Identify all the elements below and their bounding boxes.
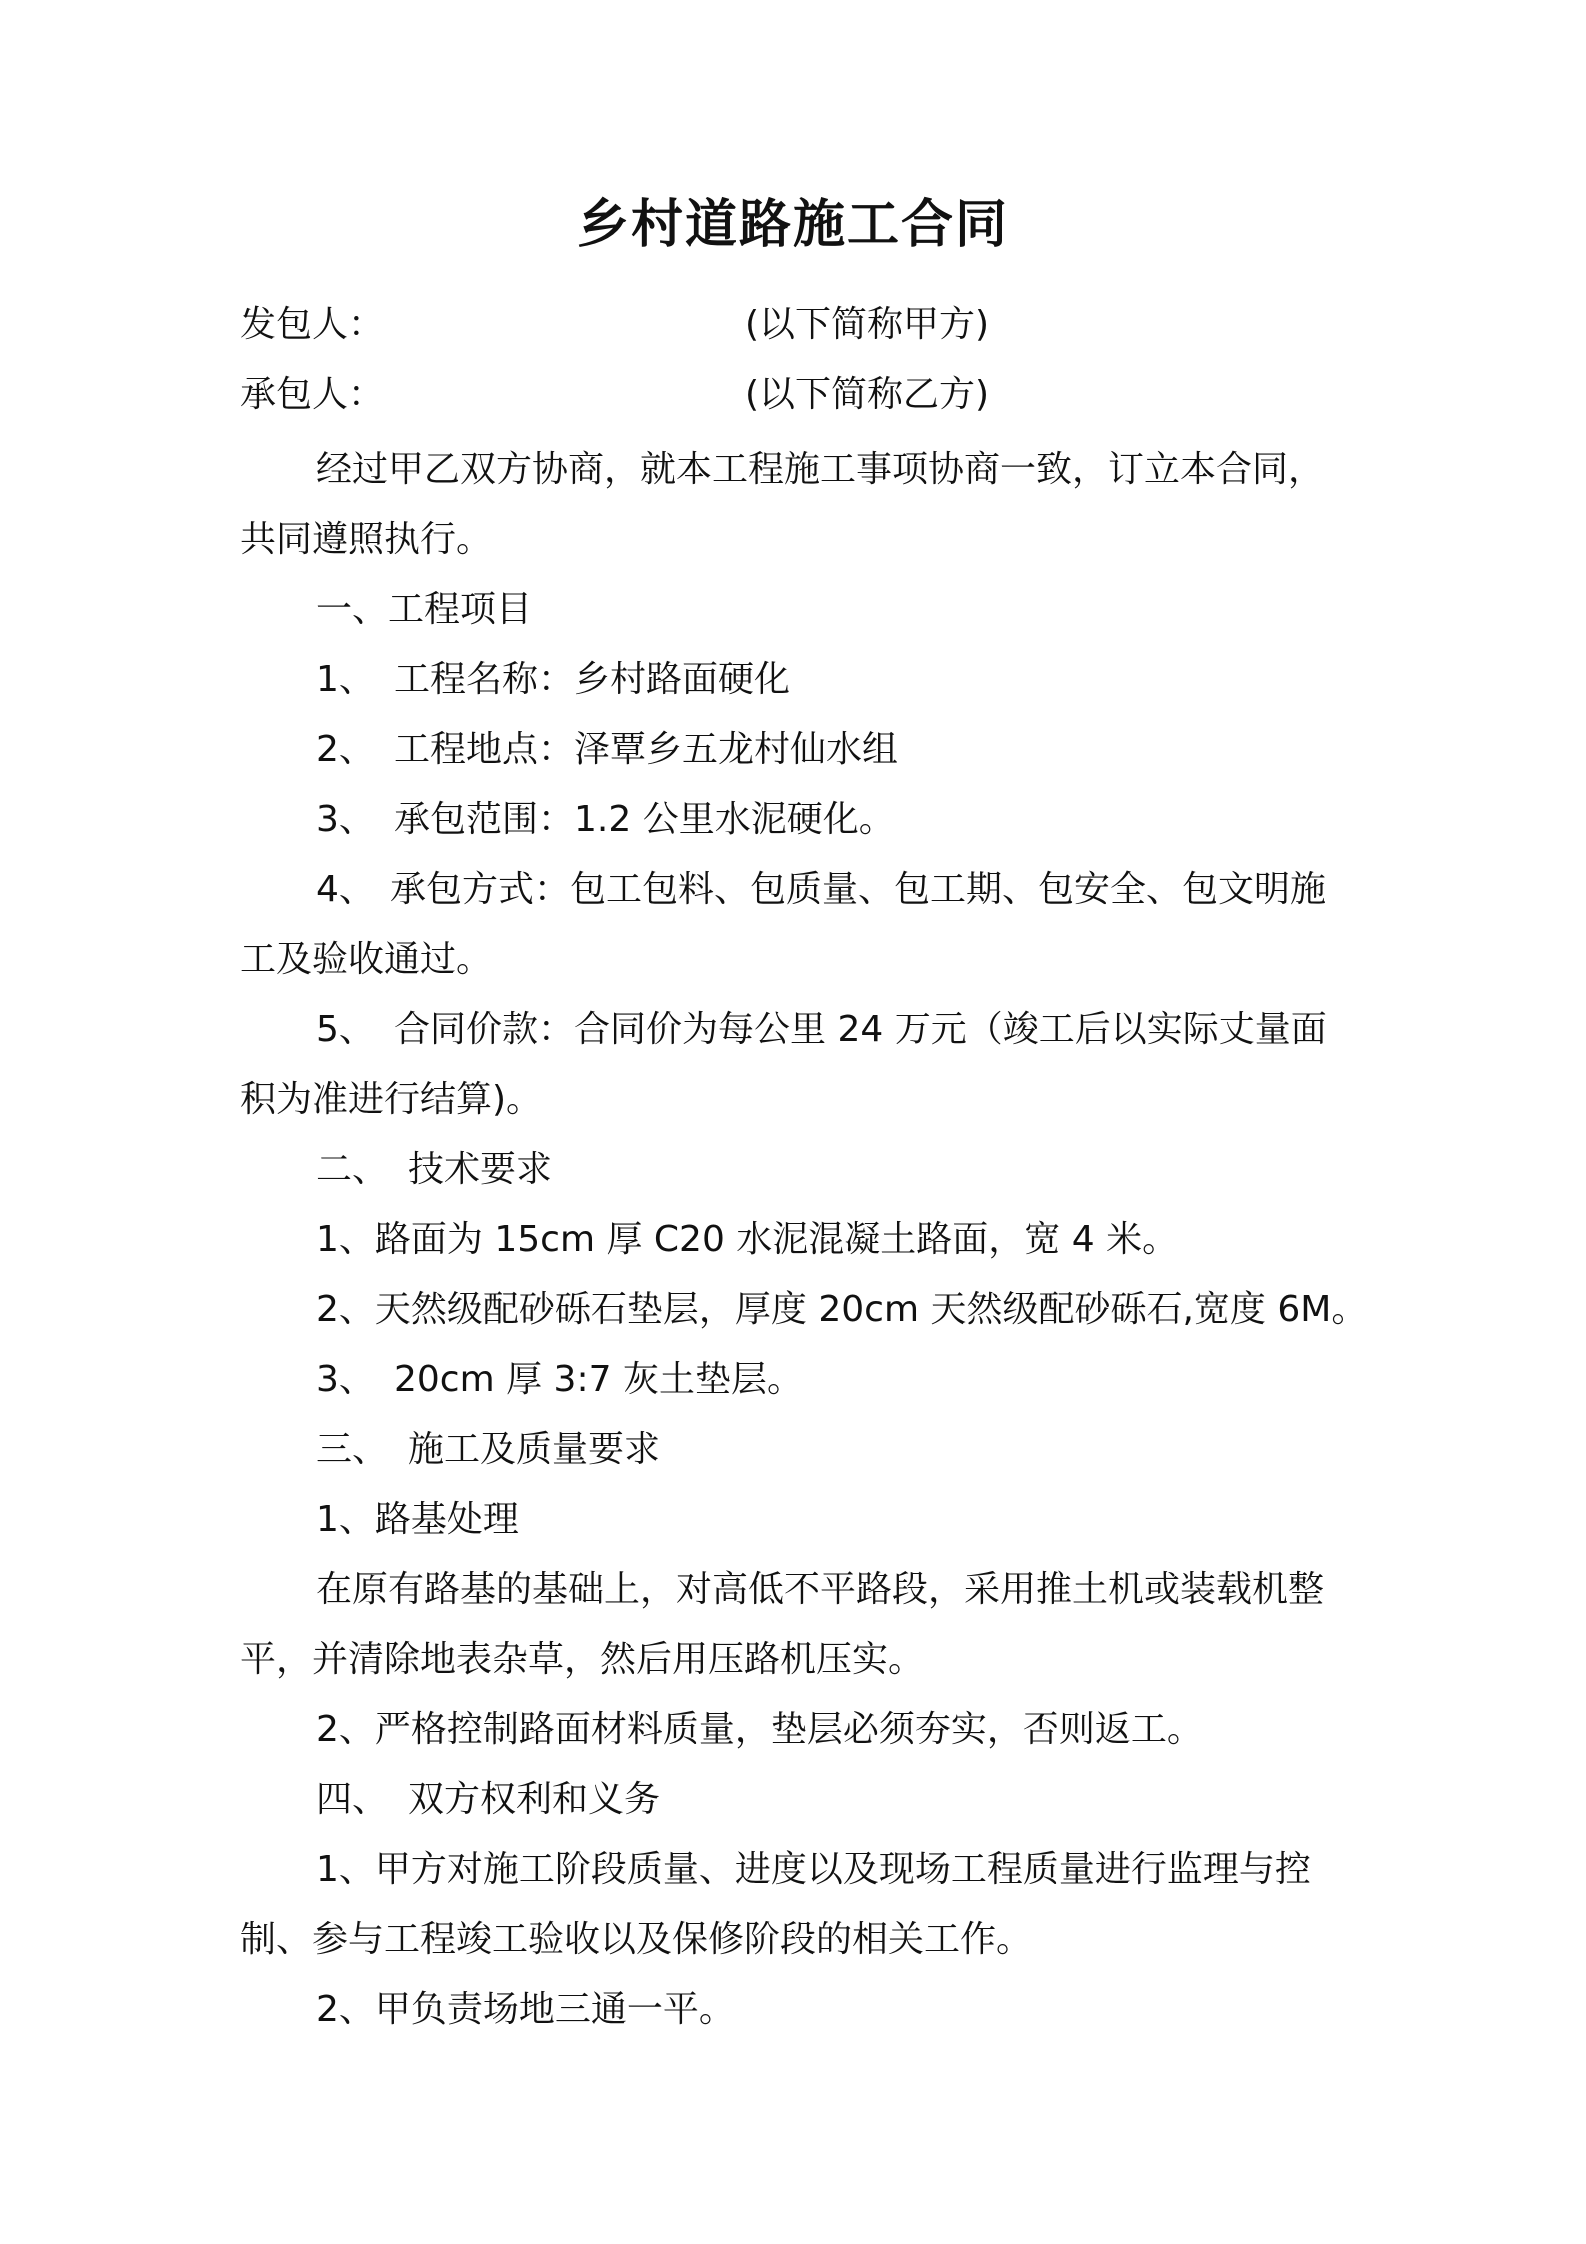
section-2-heading <box>316 1145 552 1195</box>
rights-item-1-line-2: 制、参与工程竣工验收以及保修阶段的相关工作。 <box>240 1919 1033 1960</box>
project-item-4 <box>316 865 1326 915</box>
rights-item-2: 2、甲负责场地三通一平。 <box>316 1989 735 2030</box>
section-title: 施工及质量要求 <box>408 1429 661 1470</box>
tech-item-1: 1、路面为 15cm 厚 C20 水泥混凝土路面，宽 4 米。 <box>316 1219 1179 1260</box>
contractor-alias: (以下简称乙方) <box>745 374 990 415</box>
section-number: 四、 <box>316 1779 389 1820</box>
section-number: 二、 <box>316 1149 389 1190</box>
construction-sub-1: 1、路基处理 <box>316 1499 519 1540</box>
project-item-5 <box>316 1005 1327 1055</box>
section-3-heading <box>316 1425 660 1475</box>
project-item-4-continuation: 工及验收通过。 <box>240 939 493 980</box>
item-text: 合同价款：合同价为每公里 24 万元（竣工后以实际丈量面 <box>394 1009 1327 1050</box>
employer-alias: (以下简称甲方) <box>745 304 990 345</box>
item-number: 2、 <box>316 729 375 770</box>
tech-item-2: 2、天然级配砂砾石垫层，厚度 20cm 天然级配砂砾石,宽度 6M。 <box>316 1289 1368 1330</box>
project-item-1 <box>316 655 790 705</box>
section-title: 双方权利和义务 <box>408 1779 661 1820</box>
preamble-line-1: 经过甲乙双方协商，就本工程施工事项协商一致，订立本合同， <box>316 449 1325 490</box>
project-item-2 <box>316 725 898 775</box>
section-number: 三、 <box>316 1429 389 1470</box>
employer-label: 发包人： <box>240 304 385 345</box>
item-text: 20cm 厚 3:7 灰土垫层。 <box>394 1359 803 1400</box>
item-number: 1、 <box>316 659 375 700</box>
contractor-label: 承包人： <box>240 374 385 415</box>
construction-para-line-1: 在原有路基的基础上，对高低不平路段，采用推土机或装载机整 <box>316 1569 1325 1610</box>
construction-sub-2: 2、严格控制路面材料质量，垫层必须夯实，否则返工。 <box>316 1709 1203 1750</box>
contract-title: 乡村道路施工合同 <box>576 195 1009 255</box>
item-text: 承包范围：1.2 公里水泥硬化。 <box>394 799 895 840</box>
item-number: 4、 <box>316 869 375 910</box>
section-title: 技术要求 <box>408 1149 553 1190</box>
item-text: 承包方式：包工包料、包质量、包工期、包安全、包文明施 <box>390 869 1327 910</box>
item-number: 3、 <box>316 799 375 840</box>
rights-item-1-line-1: 1、甲方对施工阶段质量、进度以及现场工程质量进行监理与控 <box>316 1849 1311 1890</box>
section-1-heading: 一、工程项目 <box>316 589 533 630</box>
project-item-3 <box>316 795 895 845</box>
preamble-line-2: 共同遵照执行。 <box>240 519 493 560</box>
item-text: 工程名称：乡村路面硬化 <box>394 659 791 700</box>
project-item-5-continuation: 积为准进行结算)。 <box>240 1079 543 1120</box>
item-number: 5、 <box>316 1009 375 1050</box>
section-4-heading <box>316 1775 660 1825</box>
item-text: 工程地点：泽覃乡五龙村仙水组 <box>394 729 899 770</box>
item-number: 3、 <box>316 1359 375 1400</box>
construction-para-line-2: 平，并清除地表杂草，然后用压路机压实。 <box>240 1639 925 1680</box>
tech-item-3 <box>316 1355 803 1405</box>
